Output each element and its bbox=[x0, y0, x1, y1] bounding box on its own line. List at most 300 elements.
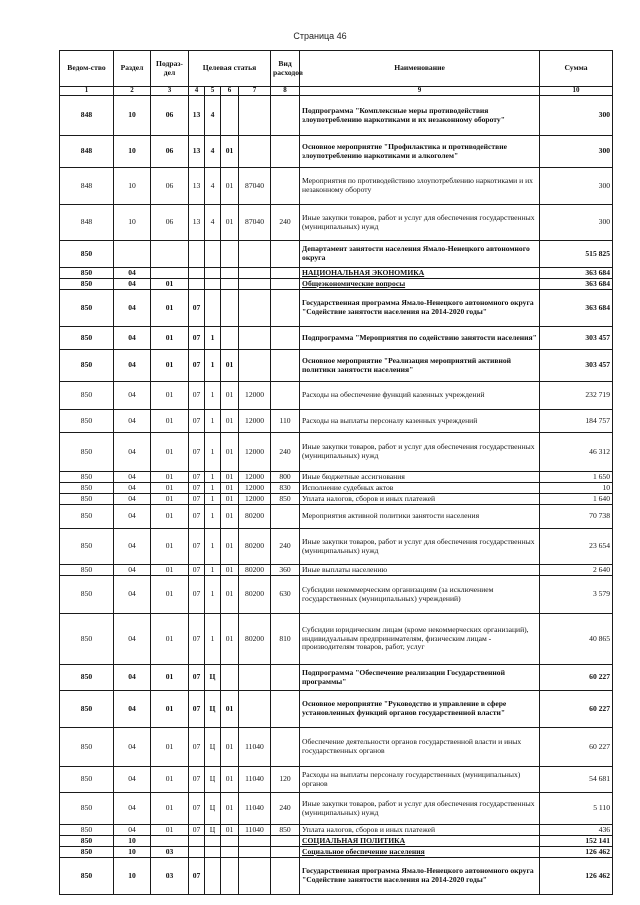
cell-razdel: 04 bbox=[114, 382, 151, 410]
cell-direction: 12000 bbox=[239, 483, 271, 494]
header-summa: Сумма bbox=[540, 51, 613, 87]
cell-subprogram: 1 bbox=[205, 614, 221, 665]
cell-summa: 232 719 bbox=[540, 382, 613, 410]
cell-naimenovanie: Подпрограмма "Мероприятия по содействию занятости населения" bbox=[300, 327, 540, 350]
cell-summa: 300 bbox=[540, 96, 613, 136]
cell-naimenovanie: Иные закупки товаров, работ и услуг для обеспечения государственных (муниципальных) нужд bbox=[300, 793, 540, 825]
cell-ved: 850 bbox=[60, 847, 114, 858]
cell-subprogram: Ц bbox=[205, 767, 221, 793]
cell-podrazdel: 01 bbox=[151, 665, 189, 691]
cell-event bbox=[221, 836, 239, 847]
cell-summa: 515 825 bbox=[540, 241, 613, 268]
cell-direction bbox=[239, 350, 271, 382]
cell-subprogram: 1 bbox=[205, 494, 221, 505]
cell-event: 01 bbox=[221, 767, 239, 793]
cell-event bbox=[221, 241, 239, 268]
cell-podrazdel: 06 bbox=[151, 96, 189, 136]
cell-naimenovanie: Мероприятия по противодействию злоупотреблению наркотиками и их незаконному обороту bbox=[300, 168, 540, 205]
cell-vid-rashodov: 810 bbox=[271, 614, 300, 665]
cell-program bbox=[189, 847, 205, 858]
cell-podrazdel: 01 bbox=[151, 472, 189, 483]
cell-vid-rashodov: 240 bbox=[271, 433, 300, 472]
column-number: 5 bbox=[205, 87, 221, 96]
table-row bbox=[60, 614, 613, 665]
cell-event bbox=[221, 290, 239, 327]
cell-naimenovanie: Мероприятия активной политики занятости населения bbox=[300, 505, 540, 529]
cell-ved: 850 bbox=[60, 410, 114, 433]
cell-ved: 850 bbox=[60, 350, 114, 382]
column-number: 2 bbox=[114, 87, 151, 96]
cell-naimenovanie: Расходы на выплаты персоналу казенных учреждений bbox=[300, 410, 540, 433]
cell-naimenovanie: Департамент занятости населения Ямало-Ненецкого автономного округа bbox=[300, 241, 540, 268]
cell-vid-rashodov bbox=[271, 728, 300, 767]
table-row bbox=[60, 350, 613, 382]
cell-razdel: 04 bbox=[114, 614, 151, 665]
cell-event bbox=[221, 327, 239, 350]
cell-direction bbox=[239, 241, 271, 268]
cell-podrazdel: 01 bbox=[151, 825, 189, 836]
cell-podrazdel: 01 bbox=[151, 327, 189, 350]
cell-vid-rashodov: 850 bbox=[271, 825, 300, 836]
cell-ved: 850 bbox=[60, 241, 114, 268]
cell-vid-rashodov: 800 bbox=[271, 472, 300, 483]
cell-ved: 850 bbox=[60, 836, 114, 847]
cell-naimenovanie: Иные закупки товаров, работ и услуг для обеспечения государственных (муниципальных) нужд bbox=[300, 433, 540, 472]
cell-direction bbox=[239, 858, 271, 895]
cell-event bbox=[221, 279, 239, 290]
cell-program: 07 bbox=[189, 494, 205, 505]
table-row bbox=[60, 858, 613, 895]
cell-direction bbox=[239, 691, 271, 728]
cell-naimenovanie: Расходы на обеспечение функций казенных учреждений bbox=[300, 382, 540, 410]
cell-ved: 850 bbox=[60, 529, 114, 565]
cell-podrazdel: 01 bbox=[151, 767, 189, 793]
column-number: 1 bbox=[60, 87, 114, 96]
cell-vid-rashodov: 110 bbox=[271, 410, 300, 433]
cell-podrazdel: 01 bbox=[151, 728, 189, 767]
cell-program: 07 bbox=[189, 576, 205, 614]
cell-event: 01 bbox=[221, 691, 239, 728]
cell-ved: 850 bbox=[60, 665, 114, 691]
cell-subprogram: 1 bbox=[205, 382, 221, 410]
cell-razdel: 04 bbox=[114, 483, 151, 494]
table-row bbox=[60, 241, 613, 268]
cell-vid-rashodov bbox=[271, 691, 300, 728]
cell-program: 07 bbox=[189, 505, 205, 529]
cell-summa: 126 462 bbox=[540, 858, 613, 895]
table-row bbox=[60, 565, 613, 576]
table-row bbox=[60, 505, 613, 529]
cell-event: 01 bbox=[221, 483, 239, 494]
cell-vid-rashodov: 240 bbox=[271, 529, 300, 565]
cell-subprogram: Ц bbox=[205, 728, 221, 767]
table-row bbox=[60, 767, 613, 793]
cell-ved: 850 bbox=[60, 767, 114, 793]
cell-podrazdel: 01 bbox=[151, 576, 189, 614]
cell-summa: 2 640 bbox=[540, 565, 613, 576]
cell-program: 07 bbox=[189, 858, 205, 895]
cell-vid-rashodov: 240 bbox=[271, 205, 300, 241]
cell-event bbox=[221, 665, 239, 691]
cell-direction bbox=[239, 268, 271, 279]
cell-podrazdel: 01 bbox=[151, 793, 189, 825]
column-number: 6 bbox=[221, 87, 239, 96]
cell-vid-rashodov bbox=[271, 382, 300, 410]
cell-summa: 303 457 bbox=[540, 327, 613, 350]
cell-subprogram: 1 bbox=[205, 327, 221, 350]
cell-summa: 184 757 bbox=[540, 410, 613, 433]
cell-summa: 1 640 bbox=[540, 494, 613, 505]
cell-ved: 850 bbox=[60, 576, 114, 614]
cell-direction bbox=[239, 847, 271, 858]
cell-event: 01 bbox=[221, 728, 239, 767]
cell-podrazdel: 01 bbox=[151, 290, 189, 327]
cell-summa: 300 bbox=[540, 168, 613, 205]
cell-direction: 11040 bbox=[239, 767, 271, 793]
table-row bbox=[60, 168, 613, 205]
cell-direction: 12000 bbox=[239, 410, 271, 433]
cell-direction bbox=[239, 665, 271, 691]
cell-ved: 850 bbox=[60, 472, 114, 483]
cell-ved: 850 bbox=[60, 290, 114, 327]
cell-program: 07 bbox=[189, 691, 205, 728]
cell-event: 01 bbox=[221, 382, 239, 410]
cell-direction bbox=[239, 327, 271, 350]
table-header-row bbox=[60, 51, 613, 87]
cell-event bbox=[221, 847, 239, 858]
cell-program bbox=[189, 268, 205, 279]
cell-naimenovanie: Социальное обеспечение населения bbox=[300, 847, 540, 858]
cell-subprogram bbox=[205, 241, 221, 268]
cell-naimenovanie: Основное мероприятие "Руководство и управление в сфере установленных функций органов государственной власти" bbox=[300, 691, 540, 728]
cell-ved: 850 bbox=[60, 279, 114, 290]
cell-naimenovanie: Общеэкономические вопросы bbox=[300, 279, 540, 290]
cell-razdel: 04 bbox=[114, 494, 151, 505]
cell-direction: 11040 bbox=[239, 825, 271, 836]
cell-program: 07 bbox=[189, 433, 205, 472]
column-number: 10 bbox=[540, 87, 613, 96]
cell-summa: 436 bbox=[540, 825, 613, 836]
cell-event: 01 bbox=[221, 205, 239, 241]
cell-vid-rashodov bbox=[271, 350, 300, 382]
cell-direction: 80200 bbox=[239, 565, 271, 576]
cell-subprogram: 1 bbox=[205, 350, 221, 382]
table-row bbox=[60, 665, 613, 691]
cell-podrazdel: 01 bbox=[151, 350, 189, 382]
cell-razdel: 10 bbox=[114, 858, 151, 895]
cell-naimenovanie: Уплата налогов, сборов и иных платежей bbox=[300, 825, 540, 836]
cell-event bbox=[221, 858, 239, 895]
cell-summa: 23 654 bbox=[540, 529, 613, 565]
cell-naimenovanie: Иные бюджетные ассигнования bbox=[300, 472, 540, 483]
cell-vid-rashodov bbox=[271, 665, 300, 691]
cell-subprogram bbox=[205, 279, 221, 290]
table-row bbox=[60, 793, 613, 825]
cell-event: 01 bbox=[221, 529, 239, 565]
cell-program: 13 bbox=[189, 168, 205, 205]
cell-naimenovanie: Подпрограмма "Обеспечение реализации Государственной программы" bbox=[300, 665, 540, 691]
cell-vid-rashodov bbox=[271, 241, 300, 268]
cell-summa: 300 bbox=[540, 205, 613, 241]
cell-event: 01 bbox=[221, 410, 239, 433]
cell-summa: 363 684 bbox=[540, 268, 613, 279]
cell-vid-rashodov bbox=[271, 836, 300, 847]
cell-program: 13 bbox=[189, 96, 205, 136]
cell-summa: 3 579 bbox=[540, 576, 613, 614]
cell-ved: 850 bbox=[60, 614, 114, 665]
table-row bbox=[60, 327, 613, 350]
cell-naimenovanie: Основное мероприятие "Профилактика и противодействие злоупотреблению наркотиками и алкоголем" bbox=[300, 136, 540, 168]
cell-program: 07 bbox=[189, 728, 205, 767]
cell-vid-rashodov: 630 bbox=[271, 576, 300, 614]
cell-podrazdel: 01 bbox=[151, 433, 189, 472]
cell-naimenovanie: Иные закупки товаров, работ и услуг для обеспечения государственных (муниципальных) нужд bbox=[300, 205, 540, 241]
cell-razdel: 04 bbox=[114, 350, 151, 382]
cell-program: 07 bbox=[189, 350, 205, 382]
cell-program: 07 bbox=[189, 290, 205, 327]
cell-razdel: 04 bbox=[114, 825, 151, 836]
cell-direction bbox=[239, 290, 271, 327]
cell-naimenovanie: Иные выплаты населению bbox=[300, 565, 540, 576]
cell-summa: 40 865 bbox=[540, 614, 613, 665]
cell-subprogram bbox=[205, 858, 221, 895]
cell-vid-rashodov bbox=[271, 268, 300, 279]
cell-program bbox=[189, 241, 205, 268]
cell-podrazdel: 03 bbox=[151, 847, 189, 858]
cell-subprogram: Ц bbox=[205, 691, 221, 728]
cell-direction: 80200 bbox=[239, 576, 271, 614]
cell-razdel: 10 bbox=[114, 847, 151, 858]
cell-vid-rashodov bbox=[271, 279, 300, 290]
cell-summa: 1 650 bbox=[540, 472, 613, 483]
cell-ved: 850 bbox=[60, 505, 114, 529]
column-number: 9 bbox=[300, 87, 540, 96]
cell-podrazdel: 01 bbox=[151, 529, 189, 565]
cell-vid-rashodov: 830 bbox=[271, 483, 300, 494]
cell-event: 01 bbox=[221, 505, 239, 529]
cell-razdel: 10 bbox=[114, 96, 151, 136]
cell-ved: 850 bbox=[60, 691, 114, 728]
cell-summa: 363 684 bbox=[540, 279, 613, 290]
cell-vid-rashodov bbox=[271, 96, 300, 136]
cell-summa: 363 684 bbox=[540, 290, 613, 327]
cell-vid-rashodov: 850 bbox=[271, 494, 300, 505]
cell-vid-rashodov bbox=[271, 327, 300, 350]
cell-program: 07 bbox=[189, 767, 205, 793]
table-row bbox=[60, 279, 613, 290]
budget-table-body bbox=[60, 96, 613, 895]
table-row bbox=[60, 691, 613, 728]
cell-razdel: 04 bbox=[114, 290, 151, 327]
cell-podrazdel: 06 bbox=[151, 136, 189, 168]
cell-vid-rashodov: 360 bbox=[271, 565, 300, 576]
cell-ved: 850 bbox=[60, 793, 114, 825]
cell-event: 01 bbox=[221, 614, 239, 665]
cell-podrazdel: 01 bbox=[151, 614, 189, 665]
cell-summa: 54 681 bbox=[540, 767, 613, 793]
table-row bbox=[60, 410, 613, 433]
cell-event: 01 bbox=[221, 576, 239, 614]
cell-ved: 850 bbox=[60, 268, 114, 279]
cell-razdel: 04 bbox=[114, 767, 151, 793]
cell-naimenovanie: Основное мероприятие "Реализация мероприятий активной политики занятости населения" bbox=[300, 350, 540, 382]
cell-razdel: 04 bbox=[114, 665, 151, 691]
cell-naimenovanie: СОЦИАЛЬНАЯ ПОЛИТИКА bbox=[300, 836, 540, 847]
table-row bbox=[60, 847, 613, 858]
cell-podrazdel: 01 bbox=[151, 505, 189, 529]
cell-razdel: 04 bbox=[114, 279, 151, 290]
cell-subprogram: Ц bbox=[205, 665, 221, 691]
cell-subprogram bbox=[205, 836, 221, 847]
cell-direction: 87040 bbox=[239, 168, 271, 205]
cell-summa: 46 312 bbox=[540, 433, 613, 472]
cell-razdel: 10 bbox=[114, 136, 151, 168]
cell-razdel: 04 bbox=[114, 691, 151, 728]
cell-program: 13 bbox=[189, 136, 205, 168]
table-row bbox=[60, 205, 613, 241]
cell-ved: 848 bbox=[60, 96, 114, 136]
header-razdel: Раздел bbox=[114, 51, 151, 87]
cell-event bbox=[221, 96, 239, 136]
table-row bbox=[60, 576, 613, 614]
cell-naimenovanie: Расходы на выплаты персоналу государственных (муниципальных) органов bbox=[300, 767, 540, 793]
cell-program bbox=[189, 836, 205, 847]
cell-vid-rashodov bbox=[271, 505, 300, 529]
cell-subprogram bbox=[205, 847, 221, 858]
header-ved: Ведом-ство bbox=[60, 51, 114, 87]
cell-program: 07 bbox=[189, 410, 205, 433]
cell-program: 07 bbox=[189, 327, 205, 350]
cell-summa: 60 227 bbox=[540, 665, 613, 691]
cell-event: 01 bbox=[221, 472, 239, 483]
cell-direction: 12000 bbox=[239, 433, 271, 472]
cell-razdel: 10 bbox=[114, 205, 151, 241]
cell-subprogram: 1 bbox=[205, 472, 221, 483]
cell-program: 07 bbox=[189, 472, 205, 483]
cell-razdel bbox=[114, 241, 151, 268]
cell-podrazdel: 01 bbox=[151, 410, 189, 433]
cell-podrazdel bbox=[151, 836, 189, 847]
cell-podrazdel: 01 bbox=[151, 382, 189, 410]
cell-razdel: 04 bbox=[114, 505, 151, 529]
cell-subprogram: 1 bbox=[205, 483, 221, 494]
cell-subprogram: 4 bbox=[205, 168, 221, 205]
table-row bbox=[60, 290, 613, 327]
cell-ved: 850 bbox=[60, 494, 114, 505]
cell-ved: 850 bbox=[60, 433, 114, 472]
cell-naimenovanie: Уплата налогов, сборов и иных платежей bbox=[300, 494, 540, 505]
cell-naimenovanie: Субсидии юридическим лицам (кроме некоммерческих организаций), индивидуальным предпринимателям, физическим лицам - производителям товаров, работ, услуг bbox=[300, 614, 540, 665]
cell-event: 01 bbox=[221, 825, 239, 836]
cell-podrazdel: 01 bbox=[151, 565, 189, 576]
cell-ved: 850 bbox=[60, 565, 114, 576]
cell-vid-rashodov bbox=[271, 168, 300, 205]
header-celevaya-statya: Целевая статья bbox=[189, 51, 271, 87]
cell-ved: 850 bbox=[60, 728, 114, 767]
table-row bbox=[60, 96, 613, 136]
cell-direction: 12000 bbox=[239, 494, 271, 505]
table-row bbox=[60, 825, 613, 836]
table-row bbox=[60, 433, 613, 472]
cell-direction: 80200 bbox=[239, 505, 271, 529]
cell-razdel: 04 bbox=[114, 268, 151, 279]
cell-direction: 87040 bbox=[239, 205, 271, 241]
cell-direction: 80200 bbox=[239, 614, 271, 665]
cell-razdel: 04 bbox=[114, 529, 151, 565]
cell-program: 07 bbox=[189, 793, 205, 825]
cell-vid-rashodov: 120 bbox=[271, 767, 300, 793]
cell-event bbox=[221, 268, 239, 279]
cell-summa: 5 110 bbox=[540, 793, 613, 825]
cell-ved: 848 bbox=[60, 205, 114, 241]
cell-summa: 60 227 bbox=[540, 728, 613, 767]
cell-subprogram: 1 bbox=[205, 505, 221, 529]
cell-direction: 11040 bbox=[239, 793, 271, 825]
table-row bbox=[60, 728, 613, 767]
cell-razdel: 04 bbox=[114, 472, 151, 483]
cell-naimenovanie: Государственная программа Ямало-Ненецкого автономного округа "Содействие занятости населения на 2014-2020 годы" bbox=[300, 858, 540, 895]
cell-podrazdel bbox=[151, 268, 189, 279]
page-label: Страница 46 bbox=[293, 31, 347, 41]
cell-razdel: 04 bbox=[114, 565, 151, 576]
cell-subprogram: 1 bbox=[205, 410, 221, 433]
cell-event: 01 bbox=[221, 565, 239, 576]
table-row bbox=[60, 494, 613, 505]
cell-ved: 848 bbox=[60, 136, 114, 168]
cell-direction bbox=[239, 279, 271, 290]
cell-event: 01 bbox=[221, 433, 239, 472]
cell-podrazdel: 01 bbox=[151, 494, 189, 505]
cell-naimenovanie: Субсидии некоммерческим организациям (за исключением государственных (муниципальных) учреждений) bbox=[300, 576, 540, 614]
table-row bbox=[60, 529, 613, 565]
cell-vid-rashodov: 240 bbox=[271, 793, 300, 825]
cell-vid-rashodov bbox=[271, 290, 300, 327]
cell-naimenovanie: Иные закупки товаров, работ и услуг для обеспечения государственных (муниципальных) нужд bbox=[300, 529, 540, 565]
cell-naimenovanie: Подпрограмма "Комплексные меры противодействия злоупотреблению наркотиками и их незаконному обороту" bbox=[300, 96, 540, 136]
cell-ved: 850 bbox=[60, 382, 114, 410]
table-row bbox=[60, 483, 613, 494]
cell-podrazdel bbox=[151, 241, 189, 268]
budget-table bbox=[59, 50, 613, 895]
cell-razdel: 04 bbox=[114, 728, 151, 767]
cell-program: 07 bbox=[189, 665, 205, 691]
cell-naimenovanie: Обеспечение деятельности органов государственной власти и иных государственных органов bbox=[300, 728, 540, 767]
cell-event: 01 bbox=[221, 494, 239, 505]
cell-summa: 10 bbox=[540, 483, 613, 494]
cell-program: 07 bbox=[189, 614, 205, 665]
column-number: 8 bbox=[271, 87, 300, 96]
cell-direction: 80200 bbox=[239, 529, 271, 565]
cell-program: 07 bbox=[189, 382, 205, 410]
cell-direction: 12000 bbox=[239, 472, 271, 483]
cell-vid-rashodov bbox=[271, 858, 300, 895]
column-number: 4 bbox=[189, 87, 205, 96]
cell-razdel: 04 bbox=[114, 327, 151, 350]
column-number: 7 bbox=[239, 87, 271, 96]
cell-naimenovanie: Исполнение судебных актов bbox=[300, 483, 540, 494]
cell-summa: 126 462 bbox=[540, 847, 613, 858]
table-row bbox=[60, 136, 613, 168]
cell-ved: 850 bbox=[60, 483, 114, 494]
cell-subprogram: 4 bbox=[205, 96, 221, 136]
cell-vid-rashodov bbox=[271, 136, 300, 168]
cell-podrazdel: 06 bbox=[151, 205, 189, 241]
cell-razdel: 04 bbox=[114, 410, 151, 433]
cell-direction: 11040 bbox=[239, 728, 271, 767]
cell-podrazdel: 01 bbox=[151, 483, 189, 494]
table-row bbox=[60, 268, 613, 279]
cell-subprogram: 1 bbox=[205, 529, 221, 565]
